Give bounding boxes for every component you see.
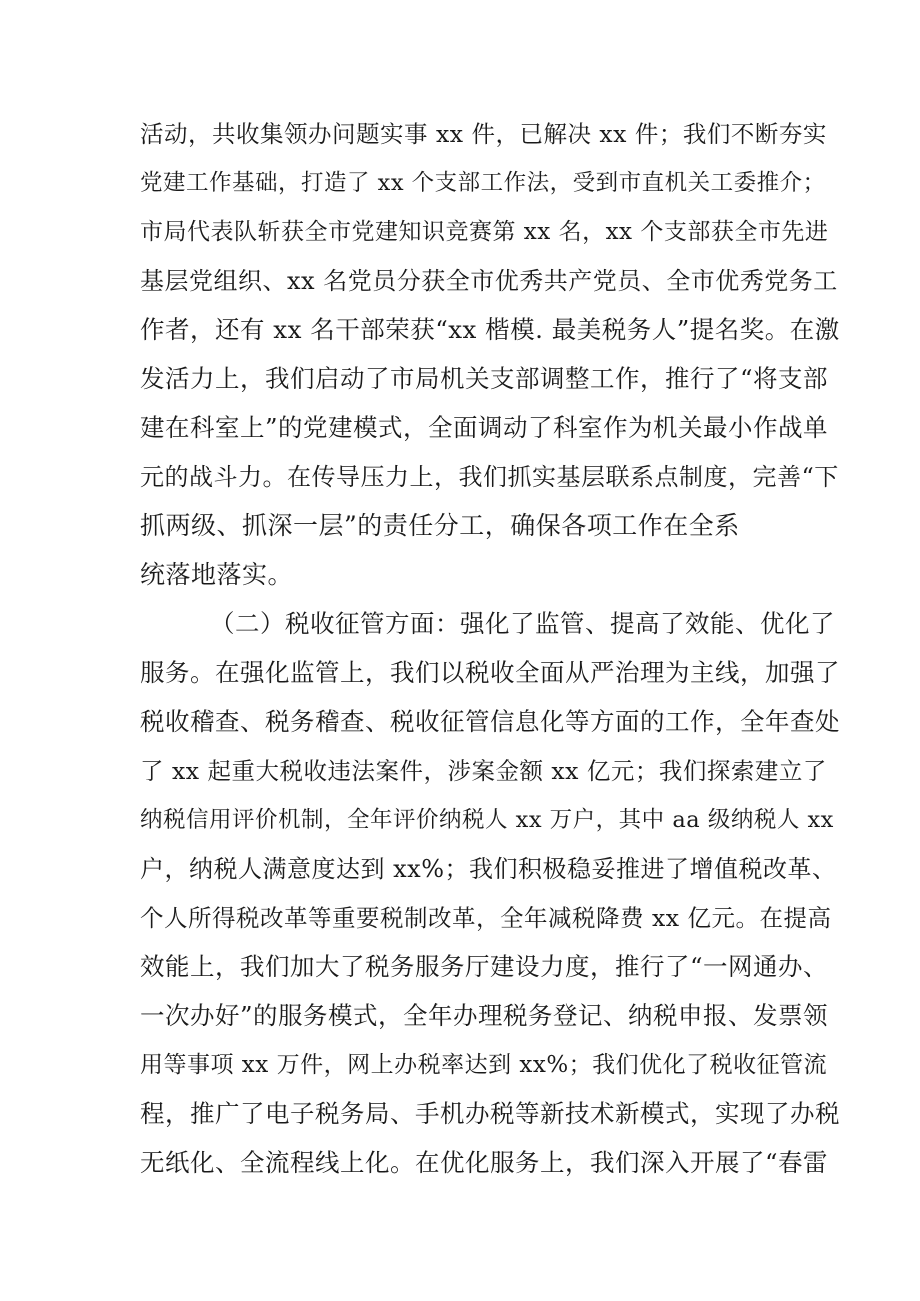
text-line: 程，推广了电子税务局、手机办税等新技术新模式，实现了办税 (140, 1099, 840, 1128)
text-line: 一次办好”的服务模式，全年办理税务登记、纳税申报、发票领 (140, 1001, 829, 1030)
text-line: 抓两级、抓深一层”的责任分工，确保各项工作在全系 (140, 511, 740, 540)
text-line: 基层党组织、xx 名党员分获全市优秀共产党员、全市优秀党务工 (140, 267, 838, 295)
text-line: 户，纳税人满意度达到 xx%；我们积极稳妥推进了增值税改革、 (140, 855, 837, 883)
text-line: 发活力上，我们启动了市局机关支部调整工作，推行了“将支部 (140, 364, 829, 393)
text-line: 个人所得税改革等重要税制改革，全年减税降费 xx 亿元。在提高 (140, 904, 832, 932)
text-line: 用等事项 xx 万件，网上办税率达到 xx%；我们优化了税收征管流 (140, 1052, 828, 1078)
text-line: 市局代表队斩获全市党建知识竞赛第 xx 名，xx 个支部获全市先进 (140, 219, 829, 245)
text-line: 服务。在强化监管上，我们以税收全面从严治理为主线，加强了 (140, 658, 840, 687)
text-line: 无纸化、全流程线上化。在优化服务上，我们深入开展了“春雷 (140, 1148, 829, 1177)
text-line: 作者，还有 xx 名干部荣获“xx 楷模. 最美税务人”提名奖。在激 (140, 315, 840, 344)
section-heading-line: （二）税收征管方面：强化了监管、提高了效能、优化了 (210, 609, 835, 638)
text-line: 活动，共收集领办问题实事 xx 件，已解决 xx 件；我们不断夯实 (140, 120, 827, 148)
text-line: 统落地落实。 (140, 560, 294, 589)
text-line: 效能上，我们加大了税务服务厅建设力度，推行了“一网通办、 (140, 952, 829, 981)
text-line: 党建工作基础，打造了 xx 个支部工作法，受到市直机关工委推介； (140, 170, 826, 196)
text-line: 税收稽查、税务稽查、税收征管信息化等方面的工作，全年查处 (140, 707, 840, 736)
text-line: 纳税信用评价机制，全年评价纳税人 xx 万户，其中 aa 级纳税人 xx (140, 807, 834, 833)
text-line: 了 xx 起重大税收违法案件，涉案金额 xx 亿元；我们探索建立了 (140, 757, 827, 785)
text-line: 建在科室上”的党建模式，全面调动了科室作为机关最小作战单 (140, 413, 829, 442)
text-line: 元的战斗力。在传导压力上，我们抓实基层联系点制度，完善“下 (140, 463, 839, 491)
